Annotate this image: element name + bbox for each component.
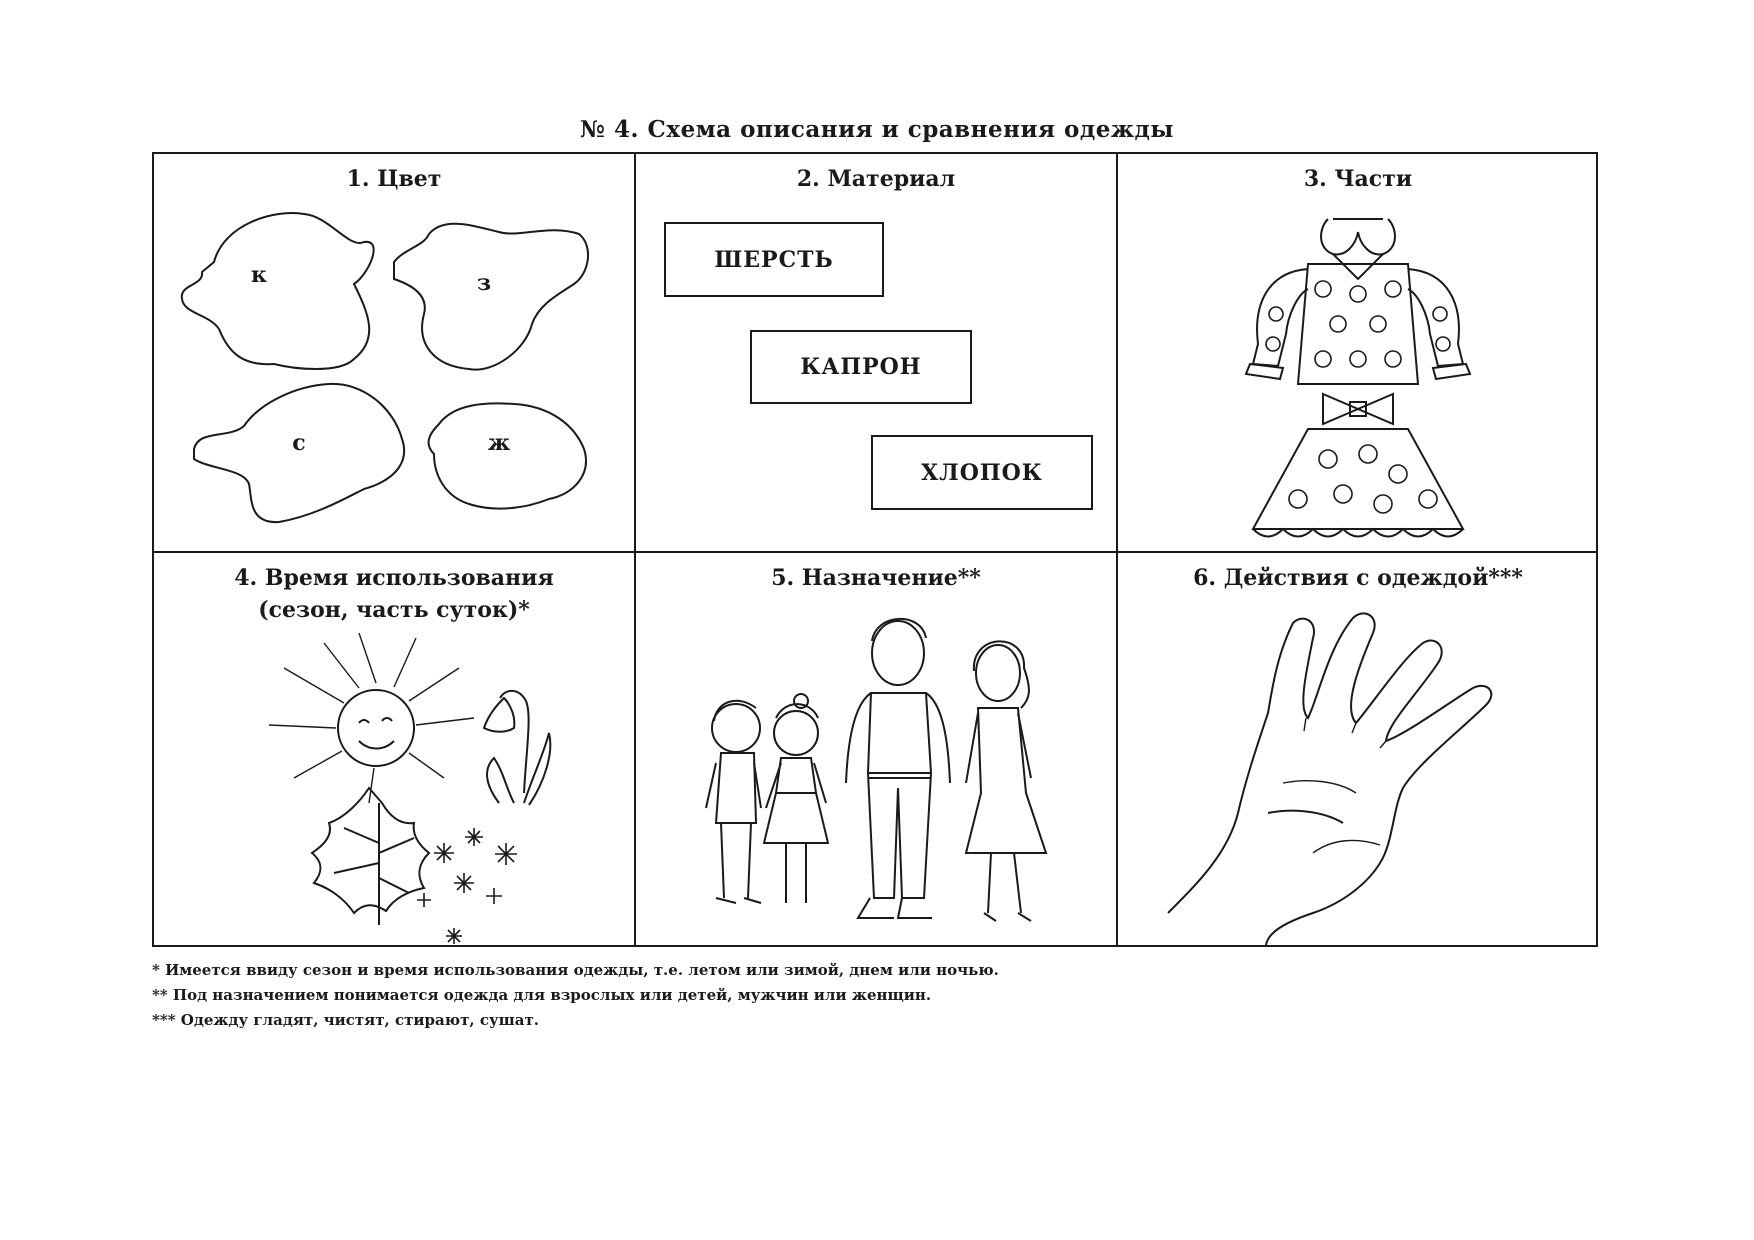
color-label-red: к xyxy=(251,262,267,288)
cell-actions xyxy=(1118,553,1598,947)
snowdrop-icon xyxy=(484,698,514,732)
color-blob-green xyxy=(394,224,588,370)
family-illustration xyxy=(636,553,1116,947)
cell-color-caption: 1. Цвет xyxy=(346,166,442,192)
snowflakes-icon xyxy=(417,828,517,944)
girl-icon xyxy=(764,694,828,903)
footnote-purpose: ** Под назначением понимается одежда для взрослых или детей, мужчин или женщин. xyxy=(152,986,932,1004)
footnotes xyxy=(152,958,1598,1033)
material-nylon: КАПРОН xyxy=(750,330,972,404)
man-icon xyxy=(846,619,950,918)
woman-icon xyxy=(966,641,1046,921)
maple-leaf-icon xyxy=(312,788,429,913)
footnote-season: * Имеется ввиду сезон и время использования одежды, т.е. летом или зимой, днем или ночью. xyxy=(152,961,999,979)
cell-purpose-caption: 5. Назначение** xyxy=(771,565,981,591)
color-blob-red xyxy=(182,213,374,369)
cell-color xyxy=(154,154,634,551)
sun-icon xyxy=(338,690,414,766)
cell-time-caption-line1: 4. Время использования xyxy=(234,565,554,591)
color-blobs-illustration xyxy=(154,154,634,551)
footnote-actions: *** Одежду гладят, чистят, стирают, сушат. xyxy=(152,1011,539,1029)
material-cotton: ХЛОПОК xyxy=(871,435,1093,510)
material-wool: ШЕРСТЬ xyxy=(664,222,884,297)
cell-actions-caption: 6. Действия с одеждой*** xyxy=(1193,565,1523,591)
seasons-illustration xyxy=(154,553,634,947)
cell-parts xyxy=(1118,154,1598,551)
cell-time-of-use xyxy=(154,553,634,947)
cell-material xyxy=(636,154,1116,551)
cell-purpose xyxy=(636,553,1116,947)
hand-icon xyxy=(1118,553,1598,947)
color-label-yellow: ж xyxy=(487,430,511,456)
cell-time-caption-line2: (сезон, часть суток)* xyxy=(258,597,530,623)
cell-parts-caption: 3. Части xyxy=(1303,166,1413,192)
color-label-blue: с xyxy=(292,430,306,456)
color-label-green: з xyxy=(476,270,492,296)
dress-icon xyxy=(1118,154,1598,551)
cell-material-caption: 2. Материал xyxy=(796,166,956,192)
boy-icon xyxy=(706,701,761,903)
page-title: № 4. Схема описания и сравнения одежды xyxy=(580,116,1174,143)
description-scheme-table xyxy=(152,152,1598,947)
